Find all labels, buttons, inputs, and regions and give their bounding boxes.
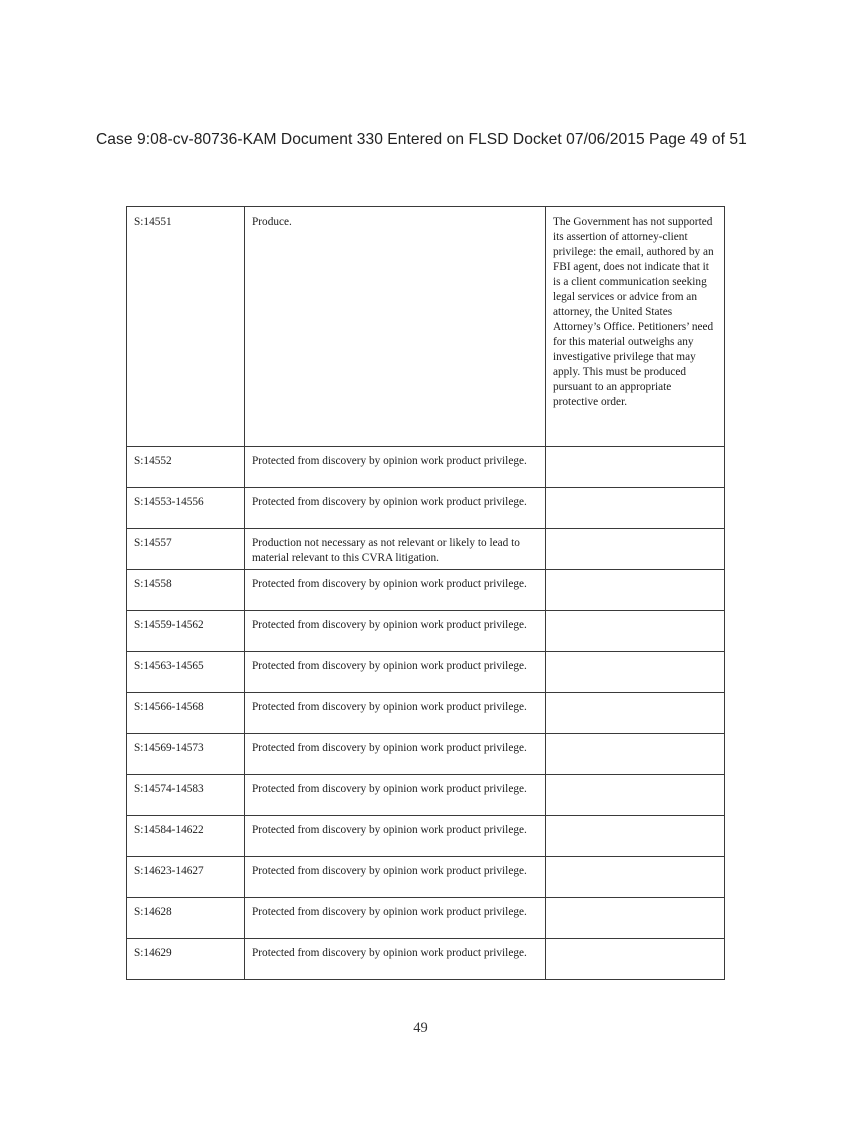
- table-row: [127, 775, 725, 816]
- document-id: S:14551: [127, 207, 245, 447]
- document-id: S:14584-14622: [127, 816, 245, 857]
- notes-text: [546, 693, 725, 734]
- notes-text: [546, 898, 725, 939]
- notes-text: [546, 816, 725, 857]
- docket-header: Case 9:08-cv-80736-KAM Document 330 Entered on FLSD Docket 07/06/2015 Page 49 of 51: [96, 131, 747, 148]
- ruling-text: Protected from discovery by opinion work product privilege.: [245, 734, 546, 775]
- document-id: S:14559-14562: [127, 611, 245, 652]
- table-row: [127, 693, 725, 734]
- document-id: S:14574-14583: [127, 775, 245, 816]
- ruling-text: Protected from discovery by opinion work product privilege.: [245, 652, 546, 693]
- notes-text: The Government has not supported its assertion of attorney-client privilege: the email, authored by an FBI agent, does not indicate that it is a client communication seeking legal services or advice from an attorney, the United States Attorney’s Office. Petitioners’ need for this material outweighs any investigative privilege that may apply. This must be produced pursuant to an appropriate protective order.: [546, 207, 725, 447]
- notes-text: [546, 939, 725, 980]
- notes-text: [546, 570, 725, 611]
- table-row: [127, 857, 725, 898]
- document-id: S:14557: [127, 529, 245, 570]
- table-row: [127, 207, 725, 447]
- ruling-text: Protected from discovery by opinion work product privilege.: [245, 775, 546, 816]
- notes-text: [546, 652, 725, 693]
- document-id: S:14563-14565: [127, 652, 245, 693]
- table-row: [127, 570, 725, 611]
- ruling-text: Protected from discovery by opinion work product privilege.: [245, 857, 546, 898]
- table-row: [127, 898, 725, 939]
- document-id: S:14558: [127, 570, 245, 611]
- document-id: S:14566-14568: [127, 693, 245, 734]
- table-row: [127, 652, 725, 693]
- notes-text: [546, 447, 725, 488]
- table-row: [127, 611, 725, 652]
- page-number: 49: [413, 1020, 428, 1036]
- ruling-text: Protected from discovery by opinion work product privilege.: [245, 488, 546, 529]
- document-id: S:14569-14573: [127, 734, 245, 775]
- ruling-text: Protected from discovery by opinion work product privilege.: [245, 816, 546, 857]
- ruling-text: Protected from discovery by opinion work product privilege.: [245, 939, 546, 980]
- ruling-text: Protected from discovery by opinion work product privilege.: [245, 447, 546, 488]
- table-row: [127, 816, 725, 857]
- table-row: [127, 939, 725, 980]
- document-id: S:14629: [127, 939, 245, 980]
- ruling-text: Protected from discovery by opinion work product privilege.: [245, 693, 546, 734]
- document-id: S:14552: [127, 447, 245, 488]
- table-row: [127, 447, 725, 488]
- ruling-text: Protected from discovery by opinion work product privilege.: [245, 570, 546, 611]
- notes-text: [546, 775, 725, 816]
- table-row: [127, 488, 725, 529]
- document-id: S:14628: [127, 898, 245, 939]
- ruling-text: Produce.: [245, 207, 546, 447]
- document-id: S:14623-14627: [127, 857, 245, 898]
- privilege-log-table: [126, 206, 725, 980]
- ruling-text: Protected from discovery by opinion work product privilege.: [245, 611, 546, 652]
- notes-text: [546, 488, 725, 529]
- ruling-text: Production not necessary as not relevant or likely to lead to material relevant to this CVRA litigation.: [245, 529, 546, 570]
- notes-text: [546, 611, 725, 652]
- table-row: [127, 734, 725, 775]
- notes-text: [546, 529, 725, 570]
- table-row: [127, 529, 725, 570]
- privilege-log-body: [127, 207, 725, 980]
- notes-text: [546, 857, 725, 898]
- ruling-text: Protected from discovery by opinion work product privilege.: [245, 898, 546, 939]
- notes-text: [546, 734, 725, 775]
- document-id: S:14553-14556: [127, 488, 245, 529]
